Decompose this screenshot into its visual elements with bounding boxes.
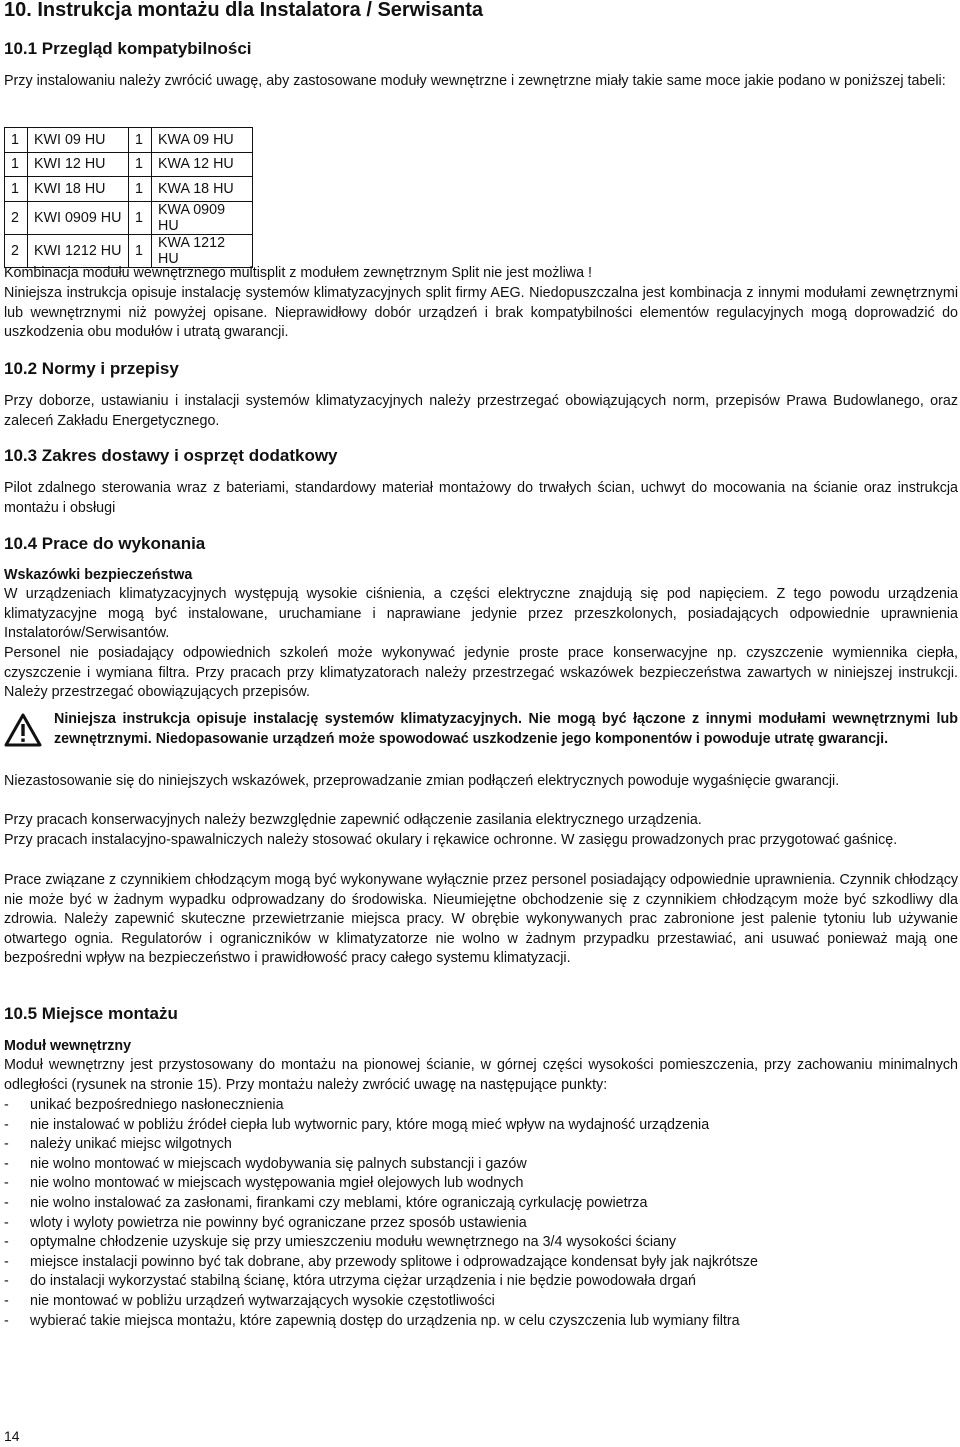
- warning-text: Niniejsza instrukcja opisuje instalację systemów klimatyzacyjnych. Nie mogą być łączone z innymi modułami wewnętrznymi lub zewnętrznymi. Niedopasowanie urządzeń może spowodować uszkodzenie jego komponentów i powoduje utratę gwarancji.: [54, 711, 958, 747]
- section-10-3-title: 10.3 Zakres dostawy i osprzęt dodatkowy: [4, 446, 338, 465]
- section-10-4-title: 10.4 Prace do wykonania: [4, 534, 206, 553]
- mounting-points-list: [4, 1096, 958, 1331]
- safety-p1: W urządzeniach klimatyzacyjnych występują wysokie ciśnienia, a części elektryczne znajdują się pod napięciem. Z tego powodu urządzenia klimatyzacyjne mogą być instalowane, uruchamiane i naprawiane jedynie przez przeszkolonych, posiadających odpowiednie uprawnienia Instalatorów/Serwisantów.: [4, 586, 958, 642]
- safety-p3: Niezastosowanie się do niniejszych wskazówek, przeprowadzanie zmian podłączeń elektrycznych powoduje wygaśnięcie gwarancji.: [4, 773, 840, 789]
- table-cell: 1: [5, 177, 28, 202]
- table-cell: 1: [129, 177, 152, 202]
- table-row: [5, 128, 253, 153]
- compat-warning-text: Niniejsza instrukcja opisuje instalację systemów klimatyzacyjnych split firmy AEG. Niedopuszczalna jest kombinacja z innymi modułami zewnętrznymi lub wewnętrznymi niż powyżej opisane. Nieprawidłowy dobór urządzeń i brak kompatybilności elementów regulacyjnych mogą doprowadzić do uszkodzenia obu modułów i utratą gwarancji.: [4, 285, 958, 341]
- safety-p2: Personel nie posiadający odpowiednich szkoleń może wykonywać jedynie proste prace konserwacyjne np. czyszczenie wymiennika ciepła, czyszczenie i wymiana filtra. Przy pracach przy klimatyzatorach należy przestrzegać wskazówek bezpieczeństwa zawartych w niniejszej instrukcji. Należy przestrzegać obowiązujących przepisów.: [4, 645, 958, 701]
- table-row: [5, 201, 253, 234]
- list-item: - nie wolno montować w miejscach wydobywania się palnych substancji i gazów: [4, 1155, 958, 1175]
- list-item: - wloty i wyloty powietrza nie powinny być ograniczane przez sposób ustawienia: [4, 1214, 958, 1234]
- list-item: - wybierać takie miejsca montażu, które zapewnią dostęp do urządzenia np. w celu czyszczenia lub wymiany filtra: [4, 1312, 958, 1332]
- section-10-5-title: 10.5 Miejsce montażu: [4, 1004, 178, 1023]
- table-cell: 1: [5, 152, 28, 177]
- table-cell: 2: [5, 201, 28, 234]
- indoor-unit-subtitle: Moduł wewnętrzny: [4, 1038, 132, 1054]
- list-item: - nie instalować w pobliżu źródeł ciepła lub wytwornic pary, które mogą mieć wpływ na wydajność urządzenia: [4, 1116, 958, 1136]
- norms-text: Przy doborze, ustawianiu i instalacji systemów klimatyzacyjnych należy przestrzegać obowiązujących norm, przepisów Prawa Budowlanego, oraz zaleceń Zakładu Energetycznego.: [4, 393, 958, 429]
- section-10-1-title: 10.1 Przegląd kompatybilności: [4, 39, 252, 58]
- warning-triangle-icon: [4, 713, 42, 747]
- list-item: - nie wolno montować w miejscach występowania mgieł olejowych lub wodnych: [4, 1174, 958, 1194]
- table-cell: KWA 0909 HU: [152, 201, 253, 234]
- safety-p5: Przy pracach instalacyjno-spawalniczych należy stosować okulary i rękawice ochronne. W zasięgu prowadzonych prac przygotować gaśnicę.: [4, 832, 898, 848]
- table-cell: KWA 18 HU: [152, 177, 253, 202]
- section-10-2-title: 10.2 Normy i przepisy: [4, 359, 179, 378]
- list-item: - optymalne chłodzenie uzyskuje się przy umieszczeniu modułu wewnętrznego na 3/4 wysokości ściany: [4, 1233, 958, 1253]
- delivery-text: Pilot zdalnego sterowania wraz z bateriami, standardowy materiał montażowy do trwałych ścian, uchwyt do mocowania na ścianie oraz instrukcja montażu i obsługi: [4, 480, 958, 516]
- table-cell: 1: [129, 201, 152, 234]
- list-item: - do instalacji wykorzystać stabilną ścianę, która utrzyma ciężar urządzenia i nie będzie powodowała drgań: [4, 1272, 958, 1292]
- table-cell: KWA 12 HU: [152, 152, 253, 177]
- table-cell: KWA 09 HU: [152, 128, 253, 153]
- table-cell: KWI 09 HU: [28, 128, 129, 153]
- compatibility-table: [4, 127, 253, 268]
- table-cell: KWI 1212 HU: [28, 234, 129, 267]
- table-cell: KWI 12 HU: [28, 152, 129, 177]
- table-cell: KWA 1212 HU: [152, 234, 253, 267]
- mounting-text: Moduł wewnętrzny jest przystosowany do montażu na pionowej ścianie, w górnej części wysokości pomieszczenia, przy zachowaniu minimalnych odległości (rysunek na stronie 15). Przy montażu należy zwrócić uwagę na następujące punkty:: [4, 1057, 958, 1093]
- table-cell: 1: [129, 128, 152, 153]
- page-number: 14: [4, 1428, 20, 1444]
- table-cell: 2: [5, 234, 28, 267]
- safety-p4: Przy pracach konserwacyjnych należy bezwzględnie zapewnić odłączenie zasilania elektrycznego urządzenia.: [4, 812, 702, 828]
- list-item: - nie montować w pobliżu urządzeń wytwarzających wysokie częstotliwości: [4, 1292, 958, 1312]
- table-cell: 1: [129, 152, 152, 177]
- table-row: [5, 177, 253, 202]
- safety-subtitle: Wskazówki bezpieczeństwa: [4, 567, 193, 583]
- compat-intro: Przy instalowaniu należy zwrócić uwagę, aby zastosowane moduły wewnętrzne i zewnętrzne miały takie same moce jakie podano w poniższej tabeli:: [4, 73, 946, 89]
- table-cell: KWI 0909 HU: [28, 201, 129, 234]
- list-item: - należy unikać miejsc wilgotnych: [4, 1135, 958, 1155]
- multisplit-note: Kombinacja modułu wewnętrznego multisplit z modułem zewnętrznym Split nie jest możliwa !: [4, 265, 593, 281]
- list-item: - nie wolno instalować za zasłonami, firankami czy meblami, które ograniczają cyrkulację powietrza: [4, 1194, 958, 1214]
- table-cell: 1: [5, 128, 28, 153]
- table-row: [5, 234, 253, 267]
- safety-p6: Prace związane z czynnikiem chłodzącym mogą być wykonywane wyłącznie przez personel posiadający odpowiednie uprawnienia. Czynnik chłodzący nie może być w żadnym wypadku odprowadzany do środowiska. Nieumiejętne obchodzenie się z czynnikiem chłodzącym może być szkodliwy dla zdrowia. Należy zapewnić skuteczne przewietrzanie miejsca pracy. W obrębie wykonywanych prac zabronione jest palenie tytoniu lub używanie otwartego ognia. Regulatorów i ograniczników w klimatyzatorze nie wolno w żadnym przypadku przestawiać, ani usuwać ponieważ mają one bezpośredni wpływ na bezpieczeństwo i prawidłowość pracy całego systemu klimatyzacji.: [4, 872, 958, 967]
- chapter-heading: 10. Instrukcja montażu dla Instalatora / Serwisanta: [4, 0, 484, 21]
- table-cell: KWI 18 HU: [28, 177, 129, 202]
- table-row: [5, 152, 253, 177]
- table-cell: 1: [129, 234, 152, 267]
- list-item: - miejsce instalacji powinno być tak dobrane, aby przewody splitowe i odprowadzające kondensat były jak najkrótsze: [4, 1253, 958, 1273]
- list-item: - unikać bezpośredniego nasłonecznienia: [4, 1096, 958, 1116]
